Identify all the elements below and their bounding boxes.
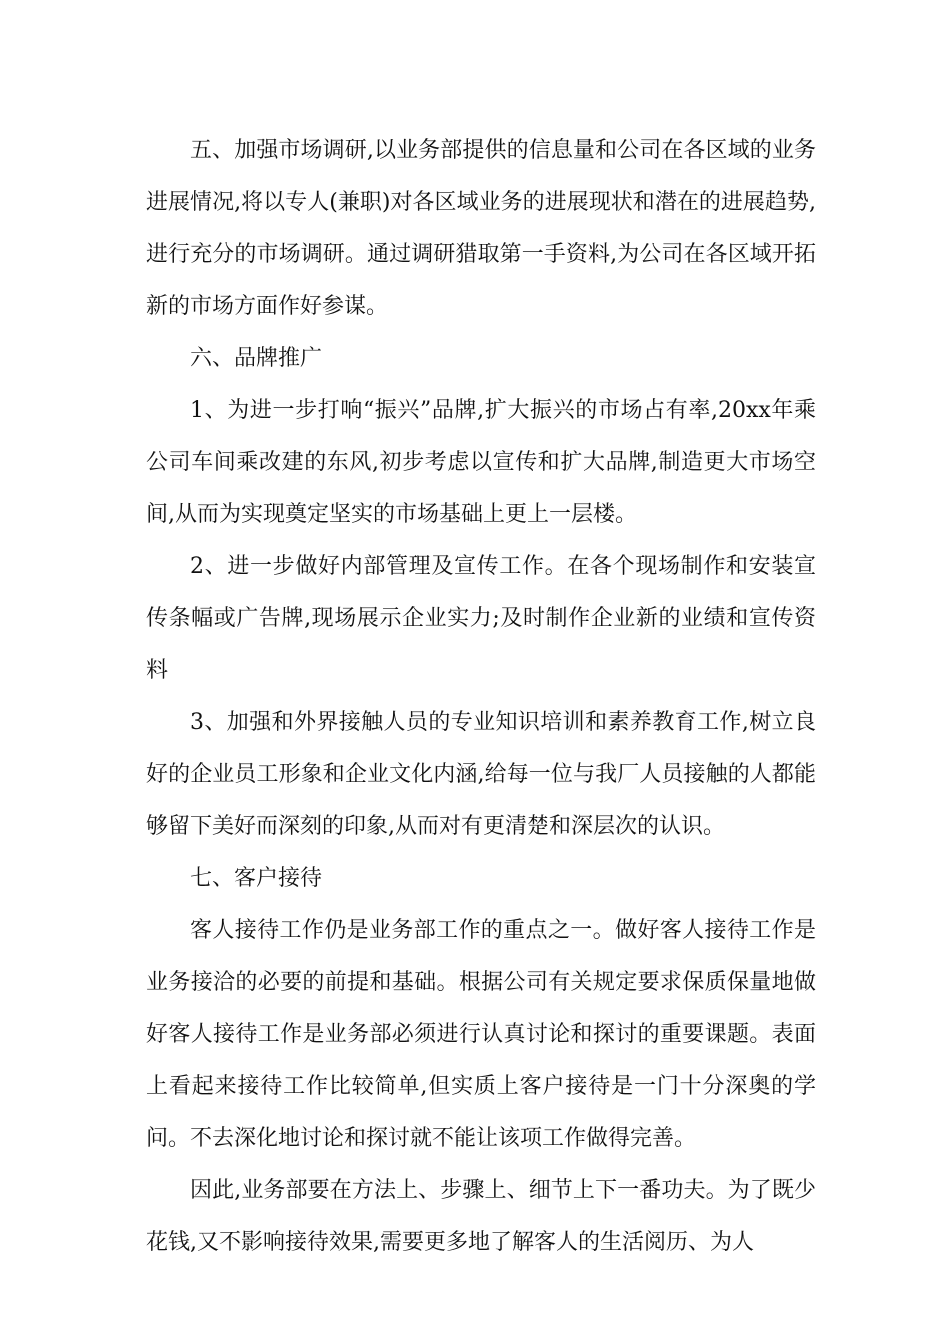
section-6-item-3: 3、加强和外界接触人员的专业知识培训和素养教育工作,树立良好的企业员工形象和企业文化内涵,给每一位与我厂人员接触的人都能够留下美好而深刻的印象,从而对有更清楚和深层次的认识。 [146,710,816,839]
section-5-paragraph: 五、加强市场调研,以业务部提供的信息量和公司在各区域的业务进展情况,将以专人(兼职)对各区域业务的进展现状和潜在的进展趋势,进行充分的市场调研。通过调研猎取第一手资料,为公司在各区域开拓新的市场方面作好参谋。 [146,138,816,319]
document-body [146,125,816,1269]
section-7-paragraph-2: 因此,业务部要在方法上、步骤上、细节上下一番功夫。为了既少花钱,又不影响接待效果,需要更多地了解客人的生活阅历、为人 [146,1178,816,1255]
section-7-heading: 七、客户接待 [190,866,323,891]
section-7-paragraph-1: 客人接待工作仍是业务部工作的重点之一。做好客人接待工作是业务接洽的必要的前提和基础。根据公司有关规定要求保质保量地做好客人接待工作是业务部必须进行认真讨论和探讨的重要课题。表面上看起来接待工作比较简单,但实质上客户接待是一门十分深奥的学问。不去深化地讨论和探讨就不能让该项工作做得完善。 [146,918,816,1151]
section-6-item-2: 2、进一步做好内部管理及宣传工作。在各个现场制作和安装宣传条幅或广告牌,现场展示企业实力;及时制作企业新的业绩和宣传资料 [146,554,816,683]
section-6-heading: 六、品牌推广 [190,346,323,371]
section-6-item-1: 1、为进一步打响“振兴”品牌,扩大振兴的市场占有率,20xx年乘公司车间乘改建的东风,初步考虑以宣传和扩大品牌,制造更大市场空间,从而为实现奠定坚实的市场基础上更上一层楼。 [146,398,816,527]
